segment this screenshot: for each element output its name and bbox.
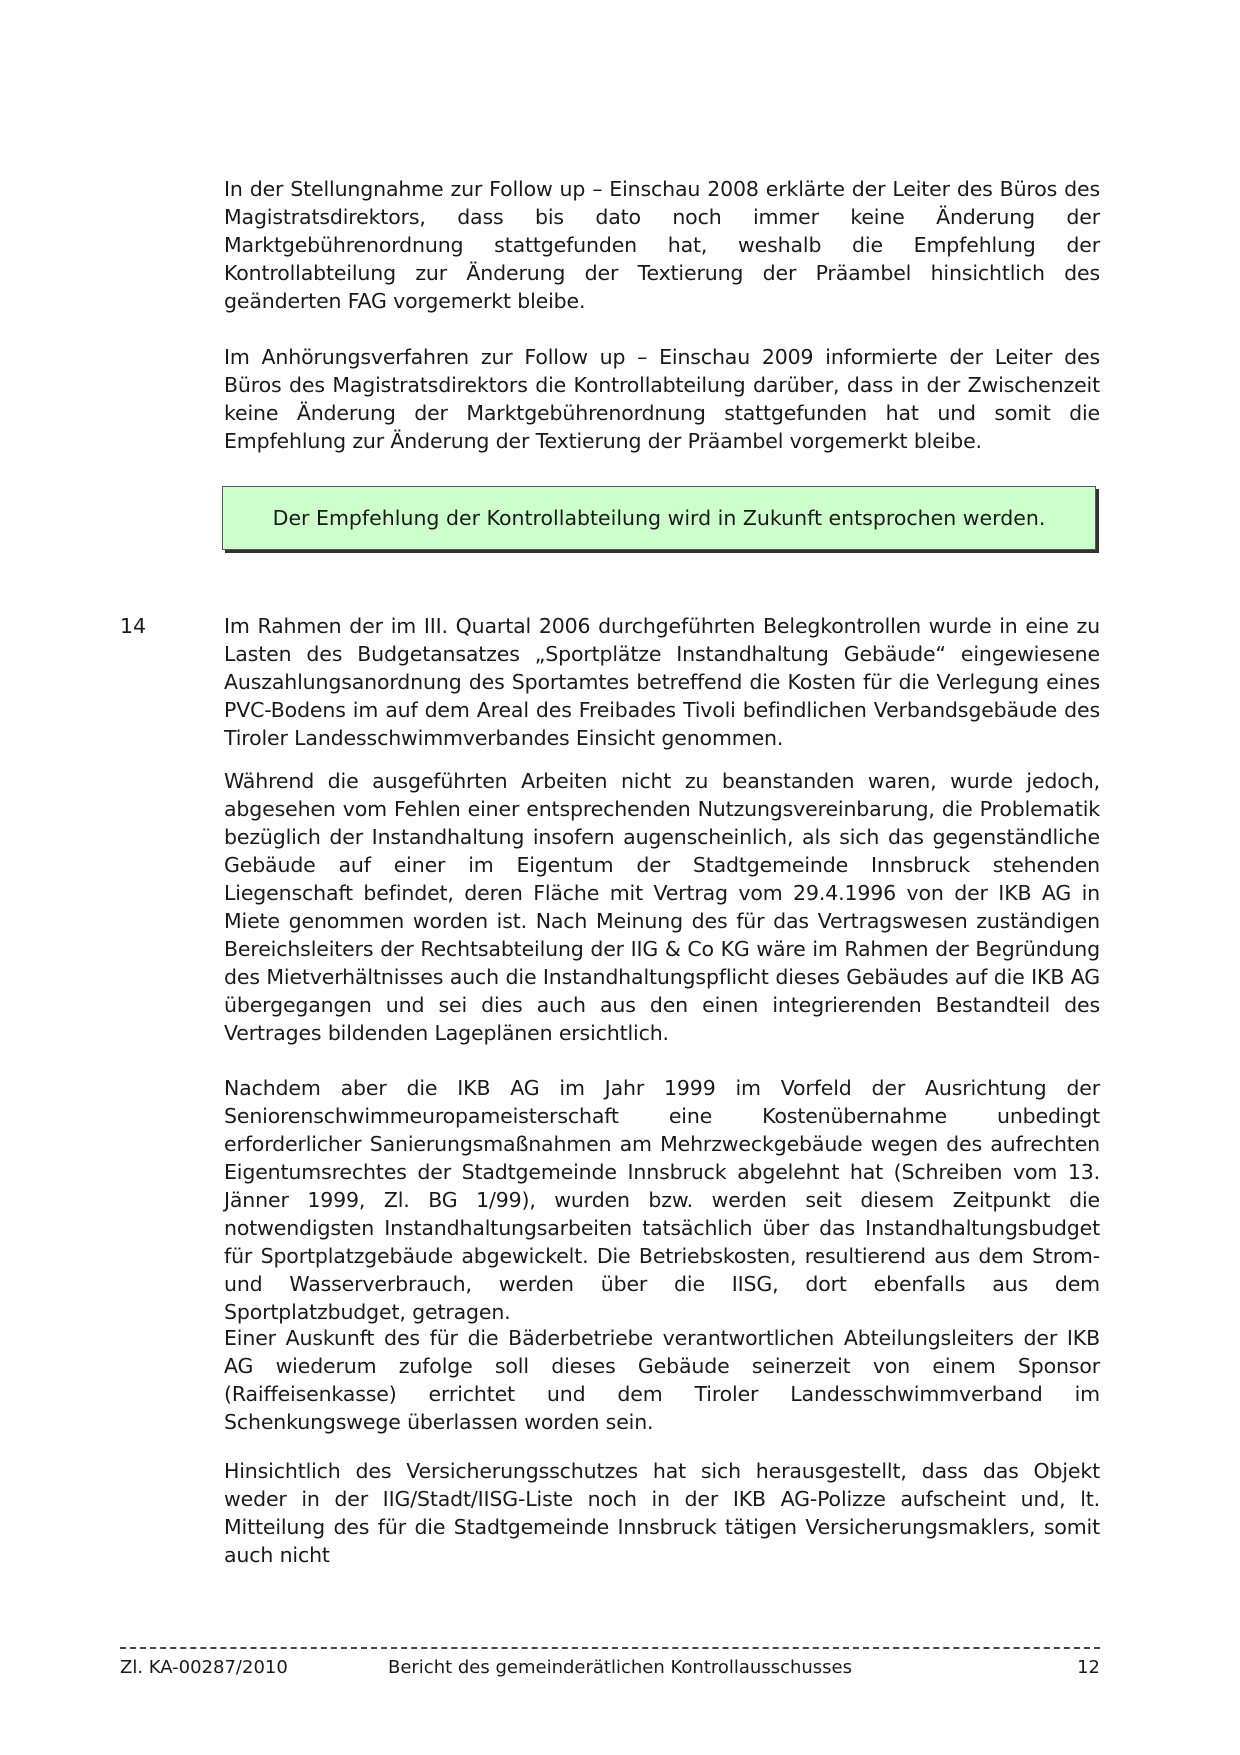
footer-reference: Zl. KA-00287/2010: [120, 1657, 288, 1678]
paragraph-versicherung: Hinsichtlich des Versicherungsschutzes hat sich herausgestellt, dass das Objekt weder in der IIG/Stadt/IISG-Liste noch in der IKB AG-Polizze aufscheint und, lt. Mitteilung des für die Stadtgemeinde Innsbruck tätigen Versicherungsmaklers, somit auch nicht: [224, 1459, 1100, 1567]
footer-divider: [120, 1647, 1100, 1649]
footer-page-number: 12: [1077, 1657, 1100, 1678]
footer-report-title: Bericht des gemeinderätlichen Kontrollausschusses: [387, 1657, 853, 1678]
paragraph-sponsor: Einer Auskunft des für die Bäderbetriebe verantwortlichen Abteilungsleiters der IKB AG wiederum zufolge soll dieses Gebäude seinerzeit von einem Sponsor (Raiffeisenkasse) errichtet und dem Tiroler Landesschwimmverband im Schenkungswege überlassen worden sein.: [224, 1326, 1100, 1434]
paragraph-instandhaltung: Während die ausgeführten Arbeiten nicht zu beanstanden waren, wurde jedoch, abgesehen vom Fehlen einer entsprechenden Nutzungsvereinbarung, die Problematik bezüglich der Instandhaltung insofern augenscheinlich, als sich das gegenständliche Gebäude auf einer im Eigentum der Stadtgemeinde Innsbruck stehenden Liegenschaft befindet, deren Fläche mit Vertrag vom 29.4.1996 von der IKB AG in Miete genommen worden ist. Nach Meinung des für das Vertragswesen zuständigen Bereichsleiters der Rechtsabteilung der IIG & Co KG wäre im Rahmen der Begründung des Mietverhältnisses auch die Instandhaltungspflicht dieses Gebäudes auf die IKB AG übergegangen und sei dies auch aus den einen integrierenden Bestandteil des Vertrages bildenden Lageplänen ersichtlich.: [224, 769, 1100, 1045]
paragraph-follow-up-2009: Im Anhörungsverfahren zur Follow up – Einschau 2009 informierte der Leiter des Büros des Magistratsdirektors die Kontrollabteilung darüber, dass in der Zwischenzeit keine Änderung der Marktgebührenordnung stattgefunden hat und somit die Empfehlung zur Änderung der Textierung der Präambel vorgemerkt bleibe.: [224, 345, 1100, 453]
recommendation-callout-box: [222, 486, 1096, 550]
paragraph-belegkontrollen: Im Rahmen der im III. Quartal 2006 durchgeführten Belegkontrollen wurde in eine zu Lasten des Budgetansatzes „Sportplätze Instandhaltung Gebäude“ eingewiesene Auszahlungsanordnung des Sportamtes betreffend die Kosten für die Verlegung eines PVC-Bodens im auf dem Areal des Freibades Tivoli befindlichen Verbandsgebäude des Tiroler Landesschwimmverbandes Einsicht genommen.: [224, 614, 1100, 750]
paragraph-follow-up-2008: In der Stellungnahme zur Follow up – Einschau 2008 erklärte der Leiter des Büros des Magistratsdirektors, dass bis dato noch immer keine Änderung der Marktgebührenordnung stattgefunden hat, weshalb die Empfehlung der Kontrollabteilung zur Änderung der Textierung der Präambel hinsichtlich des geänderten FAG vorgemerkt bleibe.: [224, 177, 1100, 313]
recommendation-callout-text: Der Empfehlung der Kontrollabteilung wird in Zukunft entsprochen werden.: [272, 506, 1046, 530]
section-number: 14: [120, 614, 147, 638]
paragraph-ikb-1999: Nachdem aber die IKB AG im Jahr 1999 im Vorfeld der Ausrichtung der Seniorenschwimmeuropameisterschaft eine Kostenübernahme unbedingt erforderlicher Sanierungsmaßnahmen am Mehrzweckgebäude wegen des aufrechten Eigentumsrechtes der Stadtgemeinde Innsbruck abgelehnt hat (Schreiben vom 13. Jänner 1999, Zl. BG 1/99), wurden bzw. werden seit diesem Zeitpunkt die notwendigsten Instandhaltungsarbeiten tatsächlich über das Instandhaltungsbudget für Sportplatzgebäude abgewickelt. Die Betriebskosten, resultierend aus dem Strom- und Wasserverbrauch, werden über die IISG, dort ebenfalls aus dem Sportplatzbudget, getragen.: [224, 1076, 1100, 1324]
